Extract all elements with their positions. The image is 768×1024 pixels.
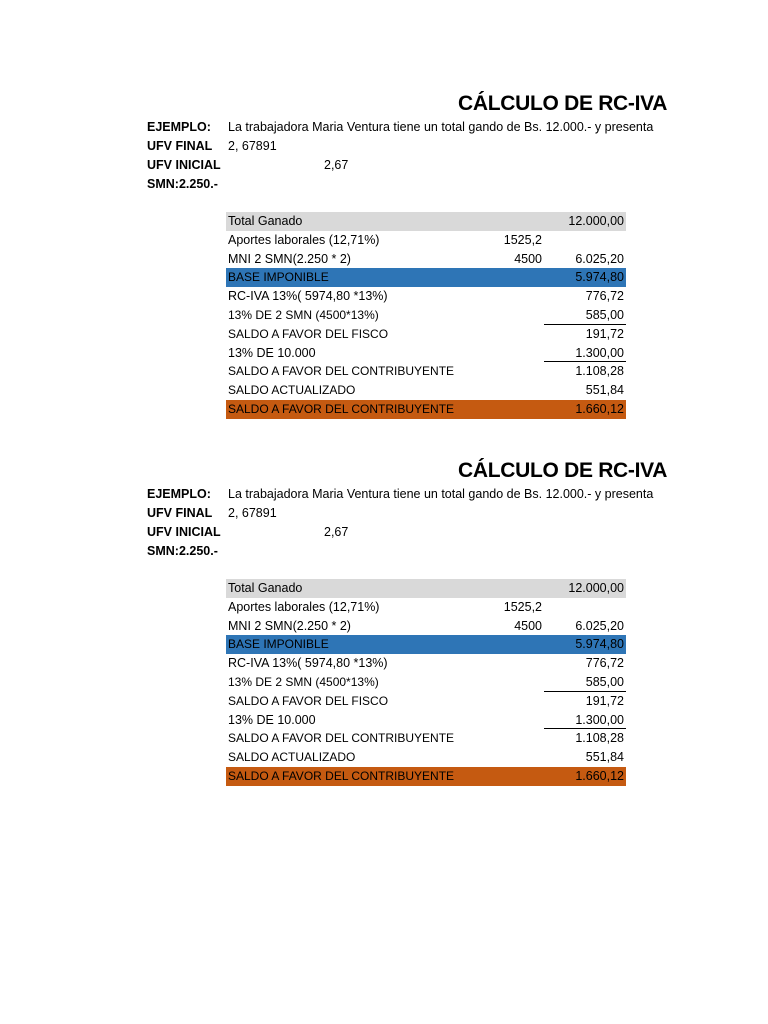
table-row [226, 654, 626, 673]
row-label: MNI 2 SMN(2.250 * 2) [228, 251, 351, 266]
ufv-final-label: UFV FINAL [147, 139, 213, 153]
row-label: BASE IMPONIBLE [228, 270, 329, 285]
row-value: 12.000,00 [568, 214, 624, 228]
table-row [226, 748, 626, 767]
row-label: SALDO A FAVOR DEL CONTRIBUYENTE [228, 364, 455, 379]
table-row [226, 362, 626, 381]
row-value: 191,72 [585, 693, 624, 708]
row-value: 776,72 [585, 289, 624, 304]
table-row [226, 268, 626, 287]
row-value: 585,00 [585, 307, 624, 322]
row-label: SALDO ACTUALIZADO [228, 750, 356, 765]
row-label: RC-IVA 13%( 5974,80 *13%) [228, 289, 388, 304]
row-label: RC-IVA 13%( 5974,80 *13%) [228, 656, 388, 671]
row-value: 191,72 [585, 326, 624, 341]
calc-block-1 [0, 92, 768, 460]
row-value: 776,72 [585, 656, 624, 671]
row-mid: 4500 [514, 251, 542, 266]
row-label: Total Ganado [228, 214, 303, 228]
page-title: CÁLCULO DE RC-IVA [458, 92, 668, 115]
row-value: 551,84 [585, 750, 624, 765]
smn-label: SMN:2.250.- [147, 177, 218, 191]
table-row [226, 250, 626, 269]
row-value: 6.025,20 [575, 251, 624, 266]
ufv-inicial-value: 2,67 [324, 525, 349, 539]
row-label: 13% DE 2 SMN (4500*13%) [228, 307, 379, 322]
table-row [226, 212, 626, 231]
table-row [226, 287, 626, 306]
row-value: 1.300,00 [575, 712, 624, 727]
row-label: 13% DE 2 SMN (4500*13%) [228, 674, 379, 689]
table-row [226, 231, 626, 250]
row-value: 1.660,12 [575, 401, 624, 416]
row-mid: 1525,2 [503, 232, 542, 247]
table-row [226, 598, 626, 617]
row-label: SALDO A FAVOR DEL FISCO [228, 326, 389, 341]
table-row [226, 767, 626, 786]
row-label: 13% DE 10.000 [228, 345, 316, 360]
row-value: 585,00 [585, 674, 624, 689]
row-label: SALDO A FAVOR DEL CONTRIBUYENTE [228, 401, 455, 416]
row-value: 1.108,28 [575, 731, 624, 746]
ufv-inicial-value: 2,67 [324, 158, 349, 172]
row-label: SALDO A FAVOR DEL CONTRIBUYENTE [228, 768, 455, 783]
row-label: MNI 2 SMN(2.250 * 2) [228, 618, 351, 633]
row-value: 1.300,00 [575, 345, 624, 360]
row-label: SALDO A FAVOR DEL FISCO [228, 693, 389, 708]
calc-table [226, 579, 626, 786]
row-value: 1.108,28 [575, 364, 624, 379]
ufv-inicial-label: UFV INICIAL [147, 158, 221, 172]
page-title: CÁLCULO DE RC-IVA [458, 459, 668, 482]
ufv-final-value: 2, 67891 [228, 506, 277, 520]
smn-label: SMN:2.250.- [147, 544, 218, 558]
row-mid: 1525,2 [503, 599, 542, 614]
table-row [226, 325, 626, 344]
ufv-inicial-label: UFV INICIAL [147, 525, 221, 539]
row-label: SALDO A FAVOR DEL CONTRIBUYENTE [228, 731, 455, 746]
ejemplo-label: EJEMPLO: [147, 487, 211, 501]
row-value: 5.974,80 [575, 270, 624, 285]
calc-block-2 [0, 459, 768, 827]
table-row [226, 306, 626, 325]
row-label: 13% DE 10.000 [228, 712, 316, 727]
ejemplo-text: La trabajadora Maria Ventura tiene un total gando de Bs. 12.000.- y presenta [228, 487, 654, 501]
table-row [226, 381, 626, 400]
row-value: 5.974,80 [575, 637, 624, 652]
table-row [226, 692, 626, 711]
calc-table [226, 212, 626, 419]
row-label: SALDO ACTUALIZADO [228, 383, 356, 398]
row-label: Aportes laborales (12,71%) [228, 232, 380, 247]
table-row [226, 673, 626, 692]
table-row [226, 579, 626, 598]
row-label: BASE IMPONIBLE [228, 637, 329, 652]
ejemplo-label: EJEMPLO: [147, 120, 211, 134]
row-value: 1.660,12 [575, 768, 624, 783]
row-label: Aportes laborales (12,71%) [228, 599, 380, 614]
ufv-final-value: 2, 67891 [228, 139, 277, 153]
table-row [226, 617, 626, 636]
row-value: 6.025,20 [575, 618, 624, 633]
table-row [226, 729, 626, 748]
ejemplo-text: La trabajadora Maria Ventura tiene un total gando de Bs. 12.000.- y presenta [228, 120, 654, 134]
row-value: 551,84 [585, 383, 624, 398]
row-mid: 4500 [514, 618, 542, 633]
table-row [226, 344, 626, 363]
table-row [226, 635, 626, 654]
table-row [226, 400, 626, 419]
table-row [226, 711, 626, 730]
row-value: 12.000,00 [568, 581, 624, 595]
row-label: Total Ganado [228, 581, 303, 595]
ufv-final-label: UFV FINAL [147, 506, 213, 520]
